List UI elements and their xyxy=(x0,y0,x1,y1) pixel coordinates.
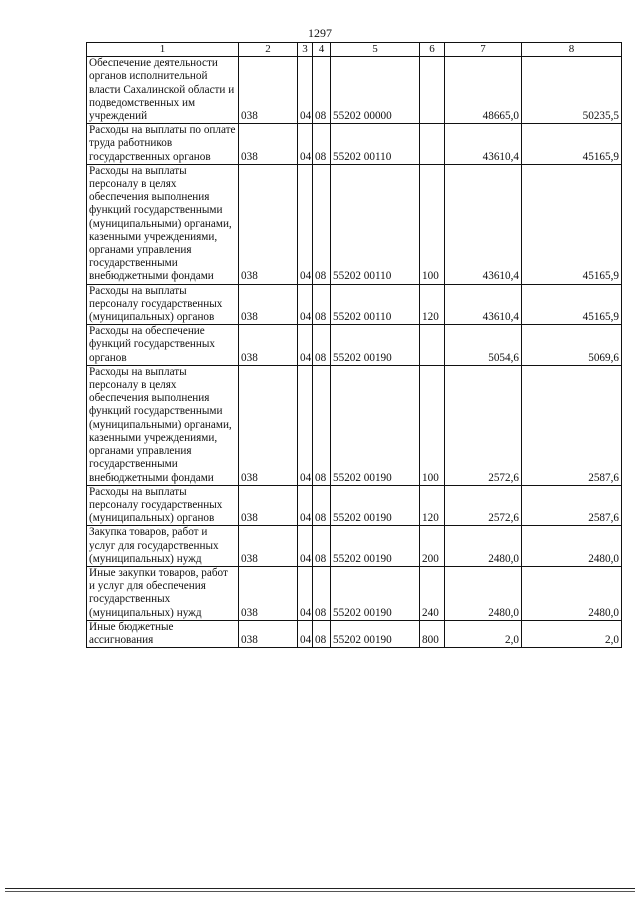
cell-amount-8: 2480,0 xyxy=(522,526,622,567)
cell-amount-7: 2572,6 xyxy=(445,365,522,485)
cell-ministry: 038 xyxy=(239,485,298,526)
cell-subsection: 08 xyxy=(313,57,331,124)
cell-amount-7: 43610,4 xyxy=(445,164,522,284)
cell-section: 04 xyxy=(298,57,313,124)
table-row xyxy=(87,566,622,620)
cell-amount-7: 5054,6 xyxy=(445,325,522,366)
cell-ministry: 038 xyxy=(239,164,298,284)
cell-target: 55202 00190 xyxy=(331,485,420,526)
table-row xyxy=(87,57,622,124)
column-header: 2 xyxy=(239,43,298,57)
cell-ministry: 038 xyxy=(239,57,298,124)
cell-amount-7: 2,0 xyxy=(445,620,522,647)
cell-subsection: 08 xyxy=(313,284,331,325)
cell-amount-7: 48665,0 xyxy=(445,57,522,124)
cell-section: 04 xyxy=(298,566,313,620)
cell-section: 04 xyxy=(298,284,313,325)
cell-target: 55202 00190 xyxy=(331,526,420,567)
cell-section: 04 xyxy=(298,365,313,485)
cell-subsection: 08 xyxy=(313,365,331,485)
table-row xyxy=(87,325,622,366)
cell-expense-type xyxy=(420,325,445,366)
cell-amount-8: 5069,6 xyxy=(522,325,622,366)
cell-section: 04 xyxy=(298,485,313,526)
column-header: 7 xyxy=(445,43,522,57)
page-number: 1297 xyxy=(308,26,332,40)
table-row xyxy=(87,284,622,325)
column-header: 8 xyxy=(522,43,622,57)
row-name: Расходы на выплаты персоналу в целях обеспечения выполнения функций государственными (муниципальными) органами, казенными учреждениями, органами управления государственными внебюджетными фондами xyxy=(87,365,239,485)
cell-ministry: 038 xyxy=(239,620,298,647)
row-name: Обеспечение деятельности органов исполнительной власти Сахалинской области и подведомственных им учреждений xyxy=(87,57,239,124)
cell-expense-type: 100 xyxy=(420,365,445,485)
row-name: Иные закупки товаров, работ и услуг для обеспечения государственных (муниципальных) нужд xyxy=(87,566,239,620)
table-row xyxy=(87,485,622,526)
cell-ministry: 038 xyxy=(239,365,298,485)
cell-amount-8: 45165,9 xyxy=(522,284,622,325)
page-bottom-rule xyxy=(5,888,635,889)
cell-subsection: 08 xyxy=(313,164,331,284)
cell-amount-7: 43610,4 xyxy=(445,124,522,165)
cell-amount-8: 2587,6 xyxy=(522,485,622,526)
cell-ministry: 038 xyxy=(239,526,298,567)
page-bottom-rule xyxy=(5,891,635,892)
cell-target: 55202 00190 xyxy=(331,365,420,485)
cell-section: 04 xyxy=(298,325,313,366)
cell-section: 04 xyxy=(298,164,313,284)
cell-target: 55202 00190 xyxy=(331,325,420,366)
cell-subsection: 08 xyxy=(313,566,331,620)
header-row xyxy=(87,43,622,57)
cell-ministry: 038 xyxy=(239,566,298,620)
cell-amount-8: 2480,0 xyxy=(522,566,622,620)
row-name: Расходы на выплаты персоналу в целях обеспечения выполнения функций государственными (муниципальными) органами, казенными учреждениями, органами управления государственными внебюджетными фондами xyxy=(87,164,239,284)
row-name: Закупка товаров, работ и услуг для государственных (муниципальных) нужд xyxy=(87,526,239,567)
cell-section: 04 xyxy=(298,124,313,165)
column-header: 1 xyxy=(87,43,239,57)
row-name: Расходы на выплаты по оплате труда работников государственных органов xyxy=(87,124,239,165)
cell-amount-7: 43610,4 xyxy=(445,284,522,325)
cell-target: 55202 00190 xyxy=(331,566,420,620)
table-row xyxy=(87,124,622,165)
cell-target: 55202 00110 xyxy=(331,124,420,165)
cell-target: 55202 00110 xyxy=(331,284,420,325)
cell-target: 55202 00190 xyxy=(331,620,420,647)
row-name: Иные бюджетные ассигнования xyxy=(87,620,239,647)
column-header: 3 xyxy=(298,43,313,57)
cell-subsection: 08 xyxy=(313,620,331,647)
row-name: Расходы на выплаты персоналу государственных (муниципальных) органов xyxy=(87,284,239,325)
budget-table xyxy=(86,42,622,648)
cell-expense-type: 120 xyxy=(420,485,445,526)
cell-amount-7: 2480,0 xyxy=(445,566,522,620)
table-row xyxy=(87,620,622,647)
row-name: Расходы на выплаты персоналу государственных (муниципальных) органов xyxy=(87,485,239,526)
cell-expense-type: 120 xyxy=(420,284,445,325)
cell-amount-7: 2480,0 xyxy=(445,526,522,567)
cell-expense-type xyxy=(420,57,445,124)
cell-amount-8: 45165,9 xyxy=(522,164,622,284)
column-header: 5 xyxy=(331,43,420,57)
table-row xyxy=(87,164,622,284)
cell-ministry: 038 xyxy=(239,325,298,366)
table-row xyxy=(87,526,622,567)
cell-expense-type xyxy=(420,124,445,165)
cell-ministry: 038 xyxy=(239,284,298,325)
cell-section: 04 xyxy=(298,526,313,567)
cell-amount-8: 50235,5 xyxy=(522,57,622,124)
cell-expense-type: 240 xyxy=(420,566,445,620)
cell-target: 55202 00110 xyxy=(331,164,420,284)
table-row xyxy=(87,365,622,485)
cell-ministry: 038 xyxy=(239,124,298,165)
cell-subsection: 08 xyxy=(313,325,331,366)
cell-target: 55202 00000 xyxy=(331,57,420,124)
cell-section: 04 xyxy=(298,620,313,647)
column-header: 4 xyxy=(313,43,331,57)
cell-subsection: 08 xyxy=(313,526,331,567)
cell-expense-type: 200 xyxy=(420,526,445,567)
cell-amount-8: 2587,6 xyxy=(522,365,622,485)
cell-amount-8: 2,0 xyxy=(522,620,622,647)
cell-expense-type: 800 xyxy=(420,620,445,647)
cell-subsection: 08 xyxy=(313,124,331,165)
cell-amount-7: 2572,6 xyxy=(445,485,522,526)
cell-subsection: 08 xyxy=(313,485,331,526)
cell-expense-type: 100 xyxy=(420,164,445,284)
row-name: Расходы на обеспечение функций государственных органов xyxy=(87,325,239,366)
column-header: 6 xyxy=(420,43,445,57)
cell-amount-8: 45165,9 xyxy=(522,124,622,165)
